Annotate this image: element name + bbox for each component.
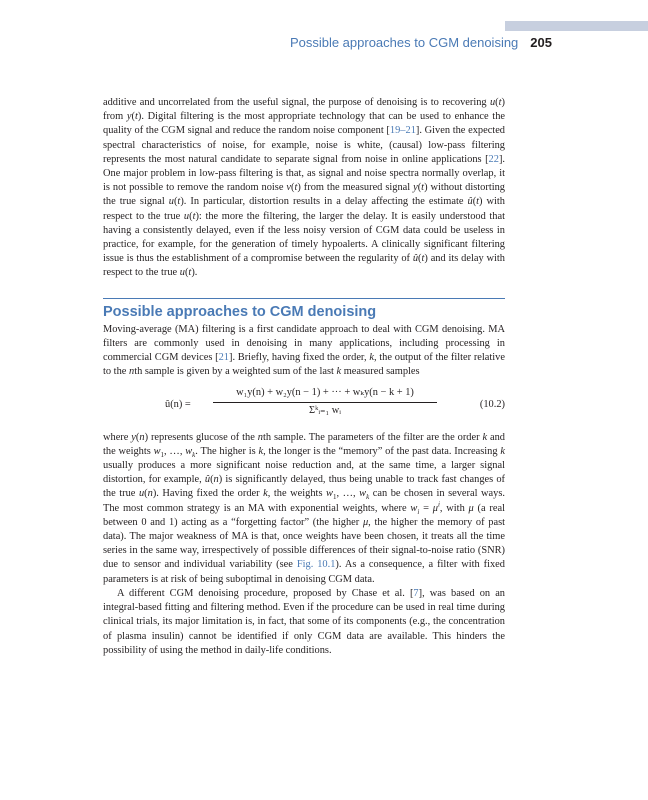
paragraph-chase: A different CGM denoising procedure, proposed by Chase et al. [7], was based on an integral-based fitting and filtering method. Even if the procedure can be used in real time during clinical trials, its major limitation is, in fact, that some of its components (e.g., the concentration of plasma insulin) cannot be identified if only CGM data are available. This hinders the possibility of using the method in daily-life conditions. [103,587,505,656]
page-body [103,96,505,658]
page-header [290,35,552,50]
paragraph-ma-detail: where y(n) represents glucose of the nth sample. The parameters of the filter are the order k and the weights $w_1$, …, $w_k$. The higher is k, the longer is the “memory” of the past data. Increasing k usually produces a more significant noise reduction and, at the same time, a larger signal distortion, for example, û(n) is significantly delayed, thus being unable to track fast changes of the true u(n). Having fixed the order k, the weights $w_1$, …, $w_k$ can be chosen in several ways. The most common strategy is an MA with exponential weights, where $w_i = \mu^i$, with μ (a real between 0 and 1) acting as a “forgetting factor” (the higher μ, the higher the memory of past data). The major weakness of MA is that, once weights have been chosen, it treats all the time series in the same way, irrespectively of possible differences of their signal-to-noise ratio (SNR) due to sensor and individual variability (see Fig. 10.1). As a consequence, a filter with fixed parameters is at risk of being suboptimal in denoising CGM data. [103,431,506,585]
citation-link[interactable]: 22 [488,153,499,165]
section-divider [103,298,505,299]
equation-numerator: w₁y(n) + w₂y(n − 1) + ··· + wₖy(n − k + 1) [213,386,437,403]
running-title: Possible approaches to CGM denoising [289,35,519,50]
citation-link[interactable]: 21 [218,352,229,364]
citation-link[interactable]: 7 [413,587,419,599]
citation-link[interactable]: 19–21 [389,125,416,137]
equation-denominator: Σᵏᵢ₌₁ wᵢ [309,404,341,416]
equation-number: (10.2) [479,398,505,410]
figure-link[interactable]: Fig. 10.1 [296,559,336,571]
paragraph-ma-intro: Moving-average (MA) filtering is a first candidate approach to deal with CGM denoising. MA filters are commonly used in denoising in many applications, including processing in commercial CGM devices [21]. Briefly, having fixed the order, k, the output of the filter relative to the nth sample is given by a weighted sum of the last k measured samples [103,323,505,378]
equation-lhs: û(n) = [165,398,191,410]
header-accent-bar [505,21,648,31]
page-number: 205 [530,35,552,50]
equation-10-2 [103,386,505,424]
equation-fraction [213,386,437,418]
section-title: Possible approaches to CGM denoising [103,303,377,320]
paragraph-intro: additive and uncorrelated from the useful signal, the purpose of denoising is to recovering u(t) from y(t). Digital filtering is the most appropriate technology that can be used to enhance the quality of the CGM signal and reduce the random noise component [19–21]. Given the expected spectral characteristics of noise, for example, noise is white, (causal) low-pass filtering represents the most natural candidate to separate signal from noise in online applications [22]. One major problem in low-pass filtering is that, as signal and noise spectra normally overlap, it is not possible to remove the random noise v(t) from the measured signal y(t) without distorting the true signal u(t). In particular, distortion results in a delay affecting the estimate û(t) with respect to the true u(t): the more the filtering, the larger the delay. It is easily understood that having a consistently delayed, even if the less noisy version of CGM data could be useless in practice, for example, for the generation of timely hypoalerts. A clinically significant filtering issue is thus the establishment of a compromise between the regularity of û(t) and its delay with respect to the true u(t). [103,97,506,279]
